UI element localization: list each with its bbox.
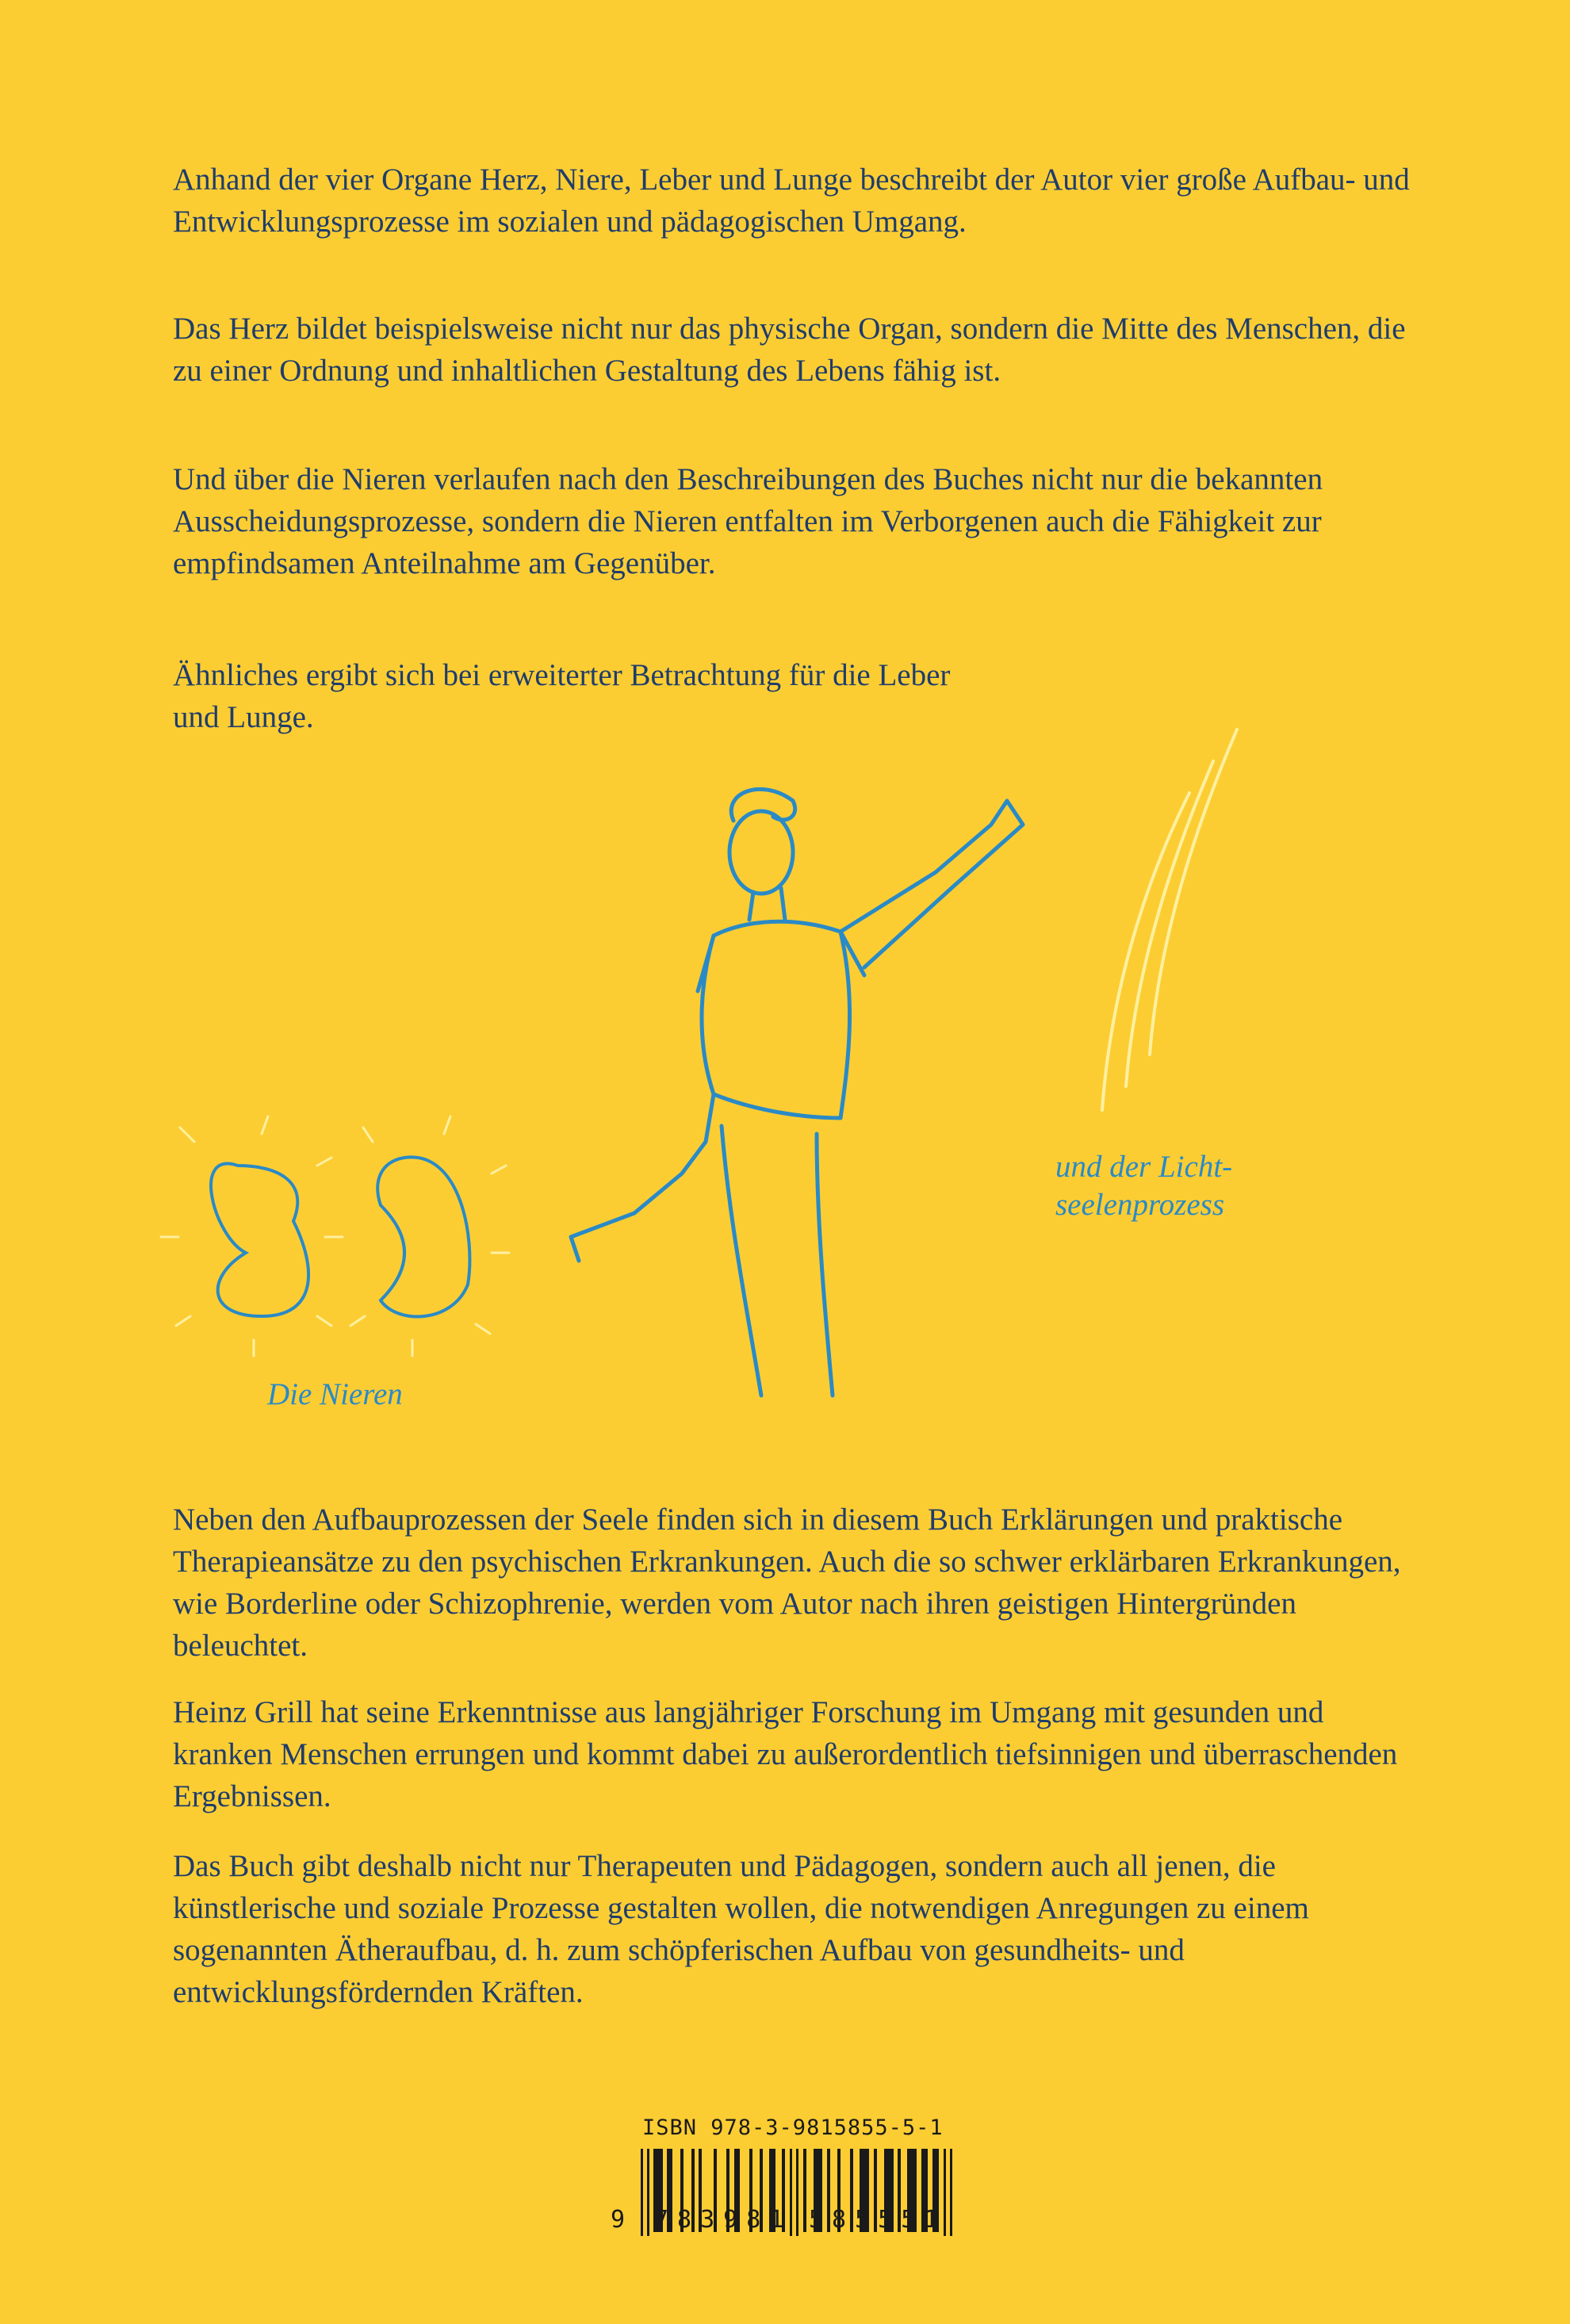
- barcode-digits-right: 585551: [809, 2206, 948, 2234]
- kidneys-caption: Die Nieren: [267, 1377, 403, 1411]
- liver-lung-paragraph: Ähnliches ergibt sich bei erweiterter Betrachtung für die Leber und Lunge.: [173, 658, 951, 734]
- barcode-bar: [950, 2149, 952, 2236]
- barcode-bar: [641, 2149, 643, 2236]
- intro-paragraph: Anhand der vier Organe Herz, Niere, Leber und Lunge beschreibt der Autor vier große Aufbau- und Entwicklungsprozesse im sozialen und pädagogischen Umgang.: [173, 163, 1410, 239]
- light-strokes-icon: [1102, 729, 1237, 1110]
- therapy-paragraph: Neben den Aufbauprozessen der Seele finden sich in diesem Buch Erklärungen und praktische Therapieansätze zu den psychischen Erkrankungen. Auch die so schwer erklärbaren Erkrankungen, wie Borderline oder Schizophrenie, werden vom Autor nach ihren geistigen Hintergründen beleuchtet.: [173, 1503, 1401, 1663]
- audience-paragraph: Das Buch gibt deshalb nicht nur Therapeuten und Pädagogen, sondern auch all jenen, die künstlerische und soziale Prozesse gestalten wollen, die notwendigen Anregungen zu einem sogenannten Ätheraufbau, d. h. zum schöpferischen Aufbau von gesundheits- und entwicklungsfördernden Kräften.: [173, 1849, 1309, 2009]
- barcode-digits-left: 783981: [654, 2206, 793, 2234]
- author-paragraph: Heinz Grill hat seine Erkenntnisse aus langjähriger Forschung im Umgang mit gesunden und kranken Menschen errungen und kommt dabei zu außerordentlich tiefsinnigen und überraschenden Ergebnissen.: [173, 1695, 1398, 1813]
- dancer-illustration: [0, 698, 1570, 1443]
- heart-paragraph: Das Herz bildet beispielsweise nicht nur das physische Organ, sondern die Mitte des Menschen, die zu einer Ordnung und inhaltlichen Gestaltung des Lebens fähig ist.: [173, 312, 1406, 388]
- barcode-digit-first: 9: [611, 2206, 626, 2234]
- light-caption-line2: seelenprozess: [1055, 1188, 1225, 1222]
- kidney-rays-icon: [161, 1116, 509, 1356]
- light-caption-line1: und der Licht-: [1055, 1150, 1233, 1184]
- barcode-bar: [796, 2149, 798, 2236]
- barcode-bar: [803, 2149, 806, 2232]
- dancer-figure-icon: [571, 789, 1023, 1396]
- barcode-bar: [647, 2149, 649, 2236]
- isbn-label: ISBN 978-3-9815855-5-1: [642, 2115, 944, 2140]
- kidney-paragraph: Und über die Nieren verlaufen nach den Beschreibungen des Buches nicht nur die bekannten Ausscheidungsprozesse, sondern die Nieren entfalten im Verborgenen auch die Fähigkeit zur empfindsamen Anteilnahme am Gegenüber.: [173, 462, 1323, 580]
